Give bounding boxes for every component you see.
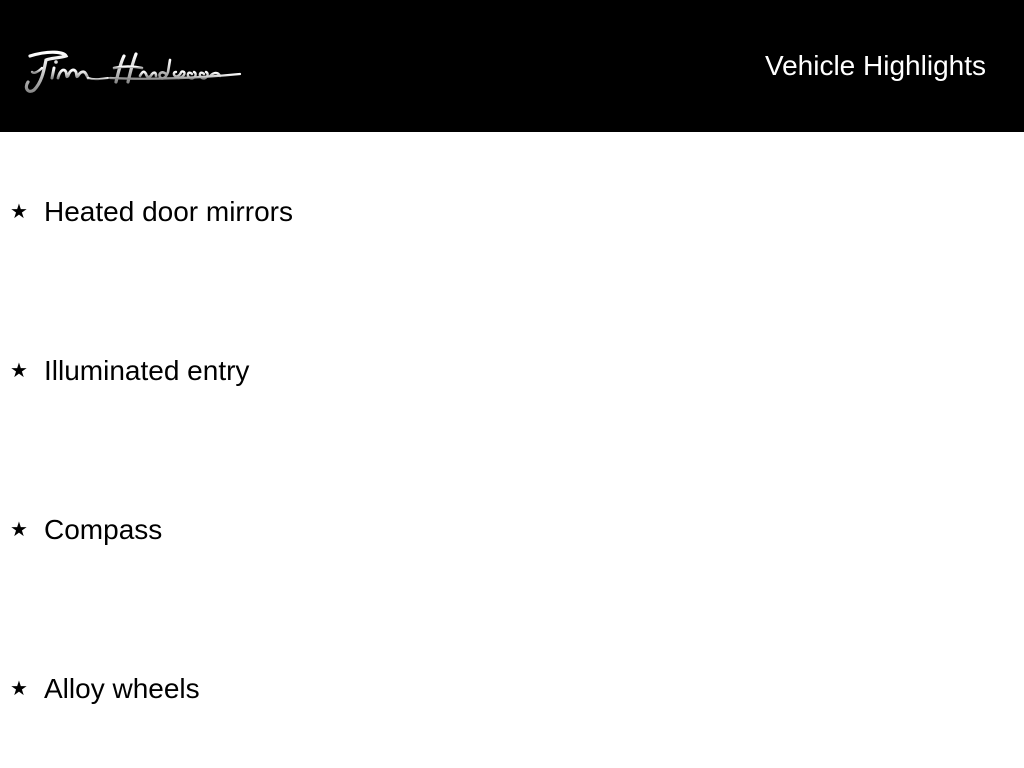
highlight-item: [10, 192, 293, 232]
page-title: Vehicle Highlights: [764, 50, 986, 81]
highlight-item: [10, 510, 162, 550]
star-icon: ★: [10, 201, 28, 223]
star-icon: ★: [10, 519, 28, 541]
highlight-label: Compass: [44, 514, 163, 545]
highlight-item: [10, 669, 200, 709]
highlight-label: Heated door mirrors: [44, 196, 293, 227]
highlight-item: [10, 351, 249, 391]
jim-hudson-logo[interactable]: [20, 46, 244, 98]
logo-signature-graphic: [20, 46, 244, 98]
header-bar: [0, 0, 1024, 132]
vehicle-highlights-list: [0, 132, 1024, 768]
highlight-label: Illuminated entry: [44, 355, 250, 386]
star-icon: ★: [10, 678, 28, 700]
highlight-label: Alloy wheels: [44, 673, 200, 704]
star-icon: ★: [10, 360, 28, 382]
